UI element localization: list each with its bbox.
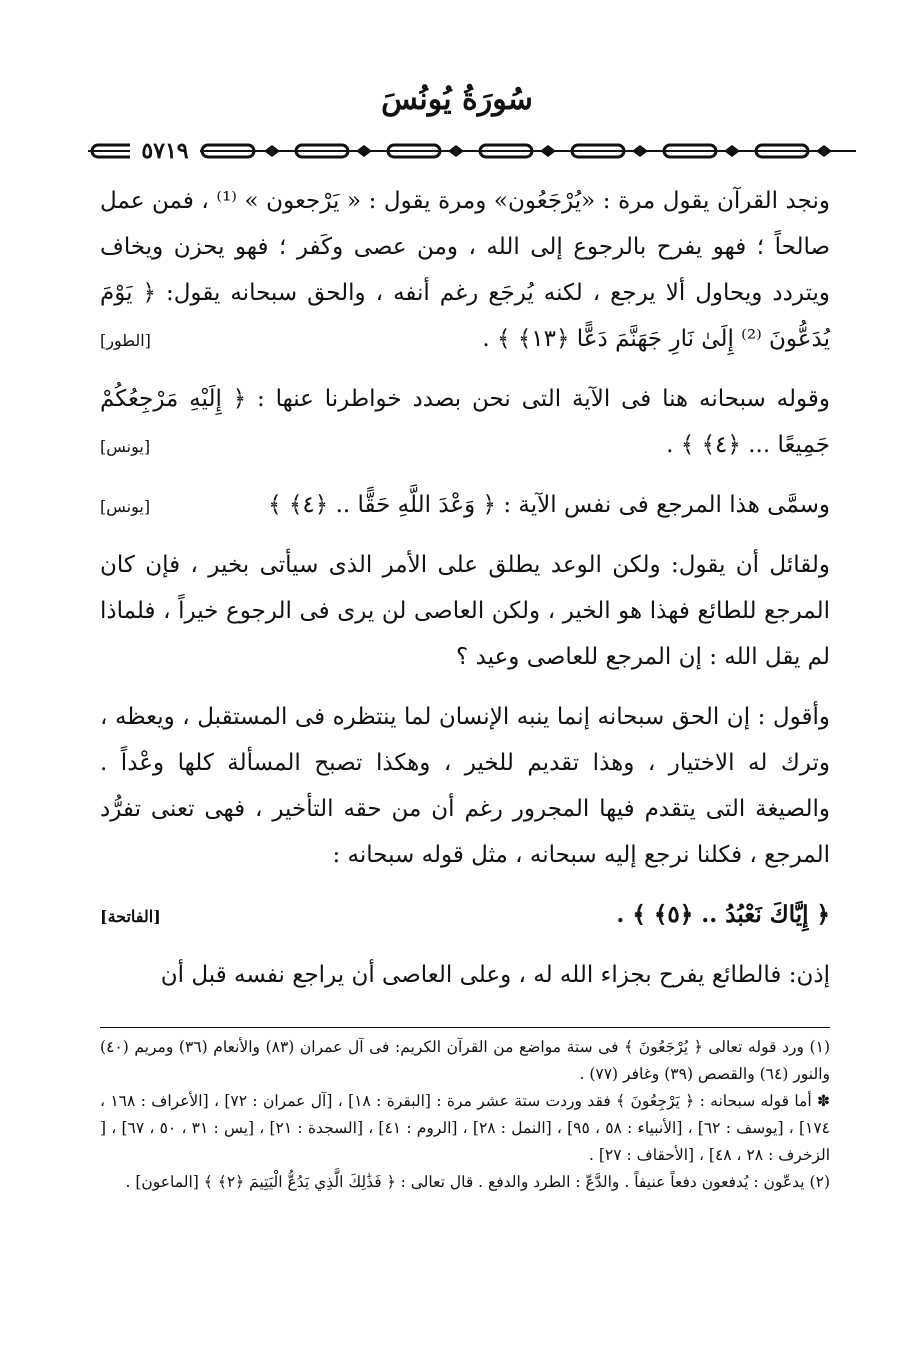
footnote-divider	[100, 1027, 830, 1028]
paragraph	[100, 178, 830, 362]
surah-title: سُورَةُ يُونُسَ	[381, 82, 533, 117]
paragraph-text: ونجد القرآن يقول مرة : «يُرْجَعُون» ومرة يقول : « يَرْجعون » ⁽¹⁾ ، فمن عمل صالحاً ؛ فهو يفرح بالرجوع إلى الله ، ومن عصى وكَفر ؛ فهو يحزن ويخاف ويتردد ويحاول ألا يرجع ، لكنه يُرجَع رغم أنفه ، والحق سبحانه يقول: ﴿ يَوْمَ يُدَعُّونَ ⁽²⁾ إِلَىٰ نَارِ جَهَنَّمَ دَعًّا ﴿١٣﴾ ﴾ .	[100, 188, 830, 352]
surah-reference: [الفاتحة]	[100, 907, 161, 926]
paragraph	[100, 482, 830, 528]
page-number: ٥٧١٩	[130, 136, 200, 166]
paragraph-text: ولقائل أن يقول: ولكن الوعد يطلق على الأمر الذى سيأتى بخير ، فإن كان المرجع للطائع فهذا هو الخير ، ولكن العاصى لن يرى فى الرجوع خيراً ، فلماذا لم يقل الله : إن المرجع للعاصى وعيد ؟	[100, 552, 830, 670]
surah-reference: [يونس]	[100, 497, 151, 516]
continuing-line: إذن: فالطائع يفرح بجزاء الله له ، وعلى العاصى أن يراجع نفسه قبل أن	[160, 962, 830, 988]
verse-line	[100, 892, 830, 938]
paragraph	[100, 376, 830, 468]
footnote: (١) ورد قوله تعالى ﴿ يُرْجَعُونَ ﴾ فى ستة مواضع من القرآن الكريم: فى آل عمران (٨٣) والأنعام (٣٦) ومريم (٤٠) والنور (٦٤) والقصص (٣٩) وغافر (٧٧) .	[100, 1038, 830, 1083]
paragraph	[100, 542, 830, 680]
surah-reference: [الطور]	[100, 331, 151, 350]
paragraph-text: وقوله سبحانه هنا فى الآية التى نحن بصدد خواطرنا عنها : ﴿ إِلَيْهِ مَرْجِعُكُمْ جَمِيعًا ... ﴿٤﴾ ﴾ .	[100, 386, 830, 458]
verse-text: ﴿ إِيَّاكَ نَعْبُدُ .. ﴿٥﴾ ﴾ .	[616, 901, 830, 928]
footnote: (٢) يدعّون : يُدفعون دفعاً عنيفاً . والدَّعّ : الطرد والدفع . قال تعالى : ﴿ فَذَٰلِكَ الَّذِي يَدُعُّ الْيَتِيمَ ﴿٢﴾ ﴾ [الماعون] .	[125, 1173, 830, 1191]
footnotes	[100, 1034, 830, 1196]
paragraph-text: وأقول : إن الحق سبحانه إنما ينبه الإنسان لما ينتظره فى المستقبل ، ويعظه ، وترك له الاختيار ، وهذا تقديم للخير ، وهكذا تصبح المسألة كلها وعْداً . والصيغة التى يتقدم فيها المجرور رغم أن من حقه التأخير ، فهى تعنى تفرُّد المرجع ، فكلنا نرجع إليه سبحانه ، مثل قوله سبحانه :	[100, 704, 830, 868]
paragraph	[100, 694, 830, 878]
main-text	[100, 178, 830, 998]
footnote: ✽ أما قوله سبحانه : ﴿ يَرْجِعُونَ ﴾ فقد وردت ستة عشر مرة : [البقرة : ١٨] ، [آل عمران : ٧٢] ، [الأعراف : ١٦٨ ، ١٧٤] ، [يوسف : ٦٢] ، [الأنبياء : ٥٨ ، ٩٥] ، [النمل : ٢٨] ، [الروم : ٤١] ، [السجدة : ٢١] ، [يس : ٣١ ، ٥٠ ، ٦٧] ، [ الزخرف : ٢٨ ، ٤٨] ، [الأحقاف : ٢٧] .	[100, 1092, 830, 1164]
surah-reference: [يونس]	[100, 437, 151, 456]
paragraph-text: وسمَّى هذا المرجع فى نفس الآية : ﴿ وَعْدَ اللَّهِ حَقًّا .. ﴿٤﴾ ﴾	[268, 492, 830, 518]
header-ornament-border	[88, 132, 856, 170]
